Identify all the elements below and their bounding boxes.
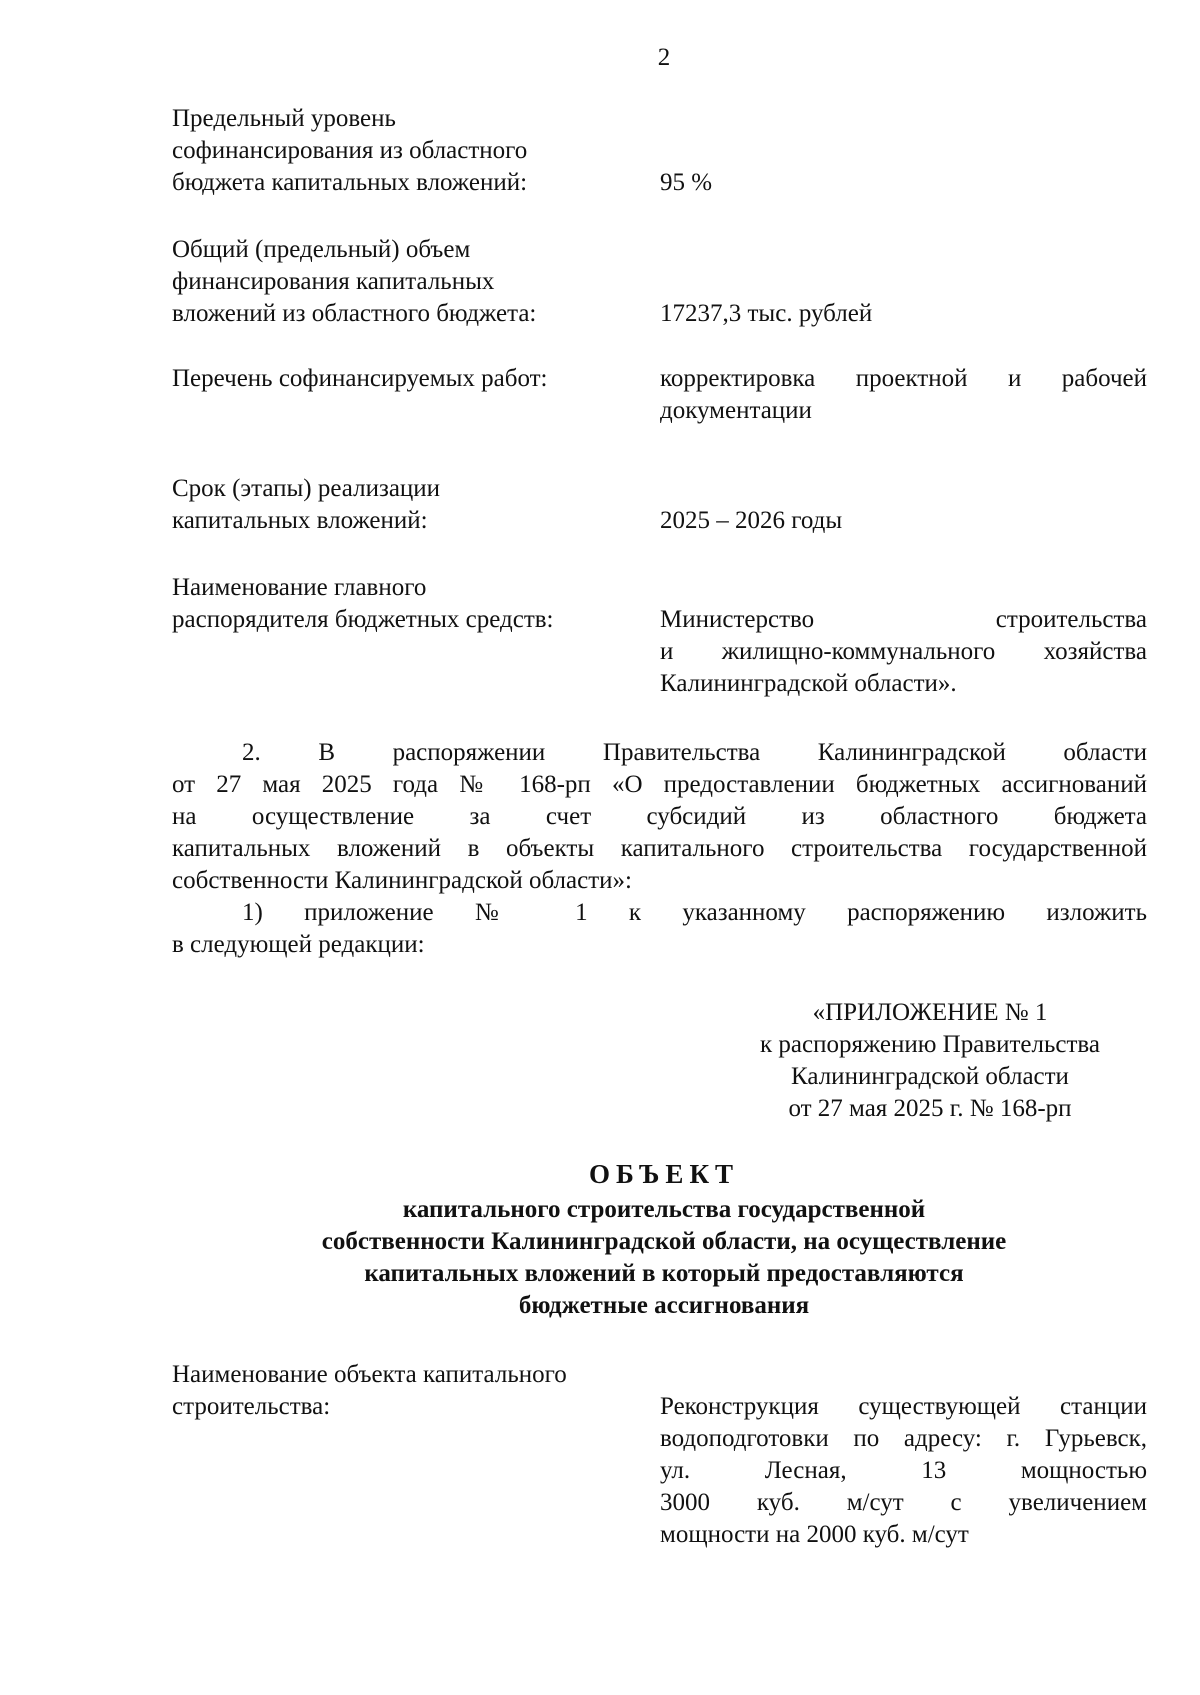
paragraph-line: 2. В распоряжении Правительства Калининградской области: [242, 739, 1147, 766]
value-line: 17237,3 тыс. рублей: [660, 300, 873, 327]
object-heading-line: бюджетные ассигнования: [518, 1292, 810, 1319]
object-heading: [0, 1158, 1200, 1322]
value-line: 2025 – 2026 годы: [660, 507, 843, 534]
cofinancing-level-label: Предельный уровень софинансирования из областного бюджета капитальных вложений:: [172, 105, 528, 196]
cofinancing-level-value: [660, 167, 1147, 199]
value-line: документации: [660, 397, 812, 424]
budget-manager-value: [660, 604, 1147, 700]
value-line: водоподготовки по адресу: г. Гурьевск,: [660, 1425, 1147, 1452]
paragraph-line: в следующей редакции:: [172, 931, 425, 958]
value-line: и жилищно-коммунального хозяйства: [660, 638, 1147, 665]
appendix-header: [690, 997, 1170, 1125]
value-line: мощности на 2000 куб. м/сут: [660, 1521, 969, 1548]
object-heading-line: капитального строительства государственной: [402, 1196, 926, 1223]
appendix-line: Калининградской области: [791, 1063, 1069, 1090]
page-number: 2: [657, 44, 671, 71]
works-list-label: Перечень софинансируемых работ:: [172, 365, 548, 392]
value-line: 95 %: [660, 169, 713, 196]
paragraph-line: на осуществление за счет субсидий из областного бюджета: [172, 803, 1147, 830]
value-line: ул. Лесная, 13 мощностью: [660, 1457, 1147, 1484]
appendix-line: от 27 мая 2025 г. № 168-рп: [788, 1095, 1072, 1122]
paragraph-line: от 27 мая 2025 года № 168-рп «О предоставлении бюджетных ассигнований: [172, 771, 1147, 798]
appendix-title: «ПРИЛОЖЕНИЕ № 1: [812, 999, 1048, 1026]
value-line: Министерство строительства: [660, 606, 1147, 633]
object-name-value: [660, 1391, 1147, 1551]
value-line: Калининградской области».: [660, 670, 957, 697]
budget-manager-label: Наименование главного распорядителя бюджетных средств:: [172, 574, 554, 633]
object-heading-line: собственности Калининградской области, на осуществление: [321, 1228, 1007, 1255]
value-line: 3000 куб. м/сут с увеличением: [660, 1489, 1147, 1516]
paragraph-line: собственности Калининградской области»:: [172, 867, 632, 894]
paragraph-line: 1) приложение № 1 к указанному распоряжению изложить: [242, 899, 1147, 926]
paragraph-2: [172, 737, 1147, 897]
object-heading-line: капитальных вложений в который предоставляются: [364, 1260, 964, 1287]
total-financing-label: Общий (предельный) объем финансирования капитальных вложений из областного бюджета:: [172, 236, 537, 327]
value-line: Реконструкция существующей станции: [660, 1393, 1147, 1420]
paragraph-line: капитальных вложений в объекты капитального строительства государственной: [172, 835, 1147, 862]
implementation-term-value: [660, 505, 1147, 537]
object-name-label: Наименование объекта капитального строительства:: [172, 1361, 567, 1420]
subparagraph-1: [172, 897, 1147, 961]
implementation-term-label: Срок (этапы) реализации капитальных вложений:: [172, 475, 441, 534]
total-financing-value: [660, 298, 1147, 330]
object-heading-title: ОБЪЕКТ: [588, 1159, 740, 1189]
value-line: корректировка проектной и рабочей: [660, 365, 1147, 392]
appendix-line: к распоряжению Правительства: [759, 1031, 1100, 1058]
works-list-value: [660, 363, 1147, 427]
